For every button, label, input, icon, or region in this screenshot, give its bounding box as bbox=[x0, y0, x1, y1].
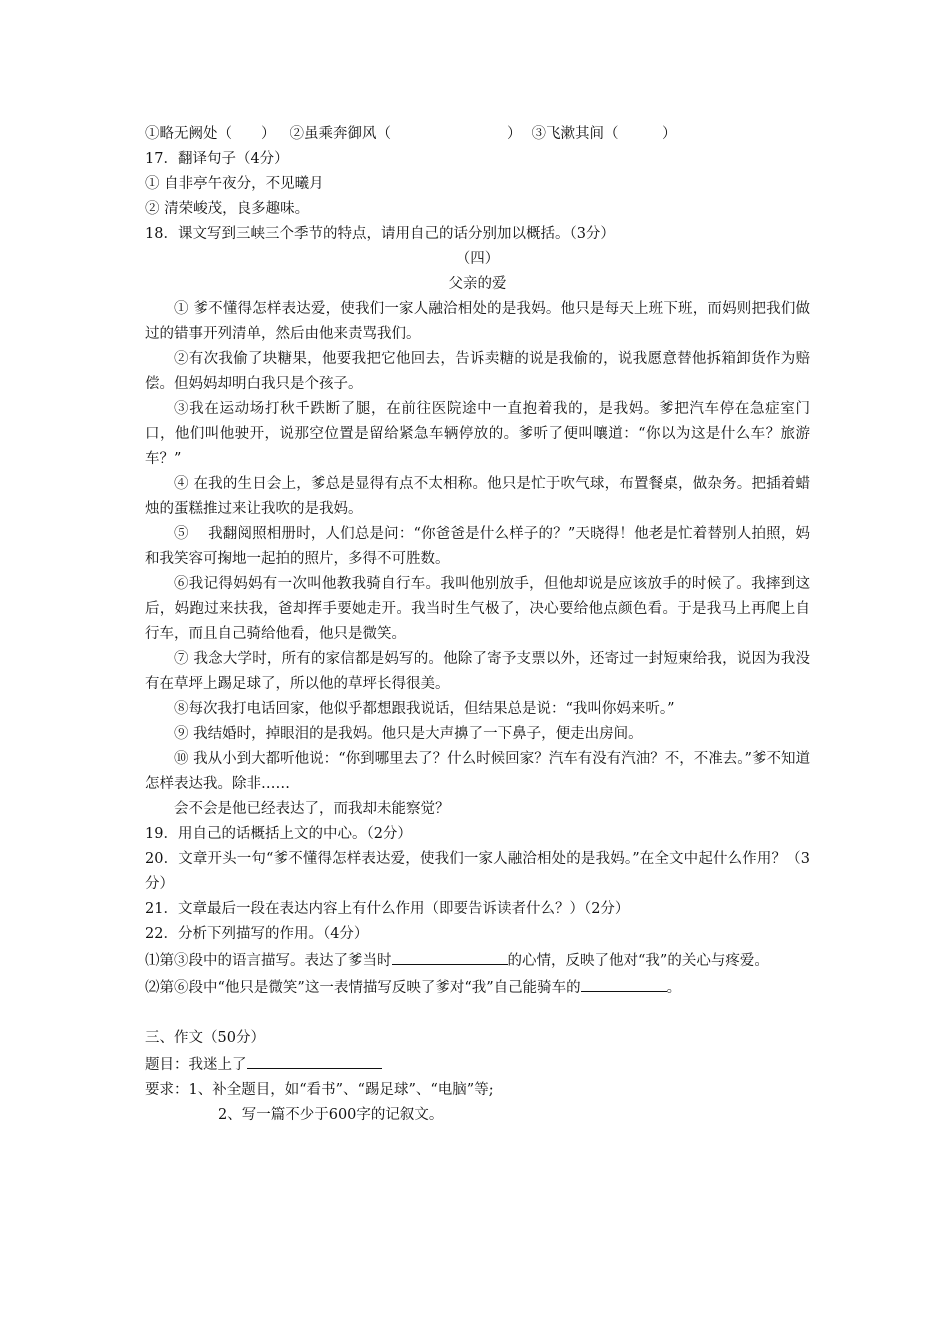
article-paragraph-5: ⑤ 我翻阅照相册时，人们总是问：“你爸爸是什么样子的？”天晓得！他老是忙着替别人拍照，妈和我笑容可掬地一起拍的照片，多得不可胜数。 bbox=[145, 526, 810, 567]
topic-blank[interactable] bbox=[247, 1051, 382, 1069]
question-18: 18．课文写到三峡三个季节的特点，请用自己的话分别加以概括。（3分） bbox=[145, 226, 615, 242]
question-17-sentence-1: ① 自非亭午夜分，不见曦月 bbox=[145, 176, 324, 192]
article-paragraph-11: 会不会是他已经表达了，而我却未能察觉？ bbox=[174, 801, 450, 817]
section-gap bbox=[145, 1001, 810, 1026]
question-19: 19．用自己的话概括上文的中心。（2分） bbox=[145, 826, 412, 842]
section-4-label: （四） bbox=[455, 251, 500, 267]
article-paragraph-10: ⑩ 我从小到大都听他说：“你到哪里去了？什么时候回家？汽车有没有汽油？不，不准去。”爹不知道怎样表达我。除非…… bbox=[145, 751, 810, 792]
question-22-item-1: ⑴第③段中的语言描写。表达了爹当时 的心情，反映了他对“我”的关心与疼爱。 bbox=[145, 947, 810, 974]
q16-item-3: ③飞漱其间（ ） bbox=[531, 126, 677, 142]
article-paragraph-2: ②有次我偷了块糖果，他要我把它他回去，告诉卖糖的说是我偷的，说我愿意替他拆箱卸货作为赔偿。但妈妈却明白我只是个孩子。 bbox=[145, 351, 810, 392]
article-paragraph-9: ⑨ 我结婚时，掉眼泪的是我妈。他只是大声擤了一下鼻子，便走出房间。 bbox=[174, 726, 643, 742]
composition-requirement-2: 2、写一篇不少于600字的记叙文。 bbox=[218, 1107, 444, 1123]
question-17-title: 17．翻译句子（4分） bbox=[145, 151, 289, 167]
article-paragraph-1: ① 爹不懂得怎样表达爱，使我们一家人融洽相处的是我妈。他只是每天上班下班，而妈则把我们做过的错事开列清单，然后由他来责骂我们。 bbox=[145, 301, 810, 342]
question-22-item-2: ⑵第⑥段中“他只是微笑”这一表情描写反映了爹对“我”自己能骑车的 。 bbox=[145, 974, 810, 1001]
composition-topic: 题目：我迷上了 bbox=[145, 1051, 810, 1078]
article-paragraph-7: ⑦ 我念大学时，所有的家信都是妈写的。他除了寄予支票以外，还寄过一封短柬给我，说因为我没有在草坪上踢足球了，所以他的草坪长得很美。 bbox=[145, 651, 810, 692]
question-16-items bbox=[145, 122, 810, 147]
question-17-sentence-2: ② 清荣峻茂，良多趣味。 bbox=[145, 201, 310, 217]
question-22-title: 22．分析下列描写的作用。（4分） bbox=[145, 926, 369, 942]
composition-heading: 三、作文（50分） bbox=[145, 1030, 265, 1046]
article-paragraph-4: ④ 在我的生日会上，爹总是显得有点不太相称。他只是忙于吹气球，布置餐桌，做杂务。把插着蜡烛的蛋糕推过来让我吹的是我妈。 bbox=[145, 476, 810, 517]
q16-item-2: ②虽乘奔御风（ ） bbox=[289, 126, 522, 142]
question-21: 21．文章最后一段在表达内容上有什么作用（即要告诉读者什么？）（2分） bbox=[145, 901, 630, 917]
article-paragraph-6: ⑥我记得妈妈有一次叫他教我骑自行车。我叫他别放手，但他却说是应该放手的时候了。我摔到这后，妈跑过来扶我，爸却挥手要她走开。我当时生气极了，决心要给他点颜色看。于是我马上再爬上自行车，而且自己骑给他看，他只是微笑。 bbox=[145, 576, 810, 642]
exam-page bbox=[145, 122, 810, 1128]
article-title: 父亲的爱 bbox=[448, 276, 507, 292]
answer-blank-1[interactable] bbox=[392, 947, 508, 965]
question-20: 20．文章开头一句“爹不懂得怎样表达爱，使我们一家人融洽相处的是我妈。”在全文中起什么作用？（3分） bbox=[145, 851, 810, 892]
answer-blank-2[interactable] bbox=[581, 974, 667, 992]
composition-requirement-1: 要求：1、补全题目，如“看书”、“踢足球”、“电脑”等; bbox=[145, 1082, 494, 1098]
article-paragraph-8: ⑧每次我打电话回家，他似乎都想跟我说话，但结果总是说：“我叫你妈来听。” bbox=[174, 701, 675, 717]
q16-item-1: ①略无阙处（ ） bbox=[145, 126, 276, 142]
article-paragraph-3: ③我在运动场打秋千跌断了腿，在前往医院途中一直抱着我的，是我妈。爹把汽车停在急症室门口，他们叫他驶开，说那空位置是留给紧急车辆停放的。爹听了便叫嚷道：“你以为这是什么车？旅游车？” bbox=[145, 401, 810, 467]
